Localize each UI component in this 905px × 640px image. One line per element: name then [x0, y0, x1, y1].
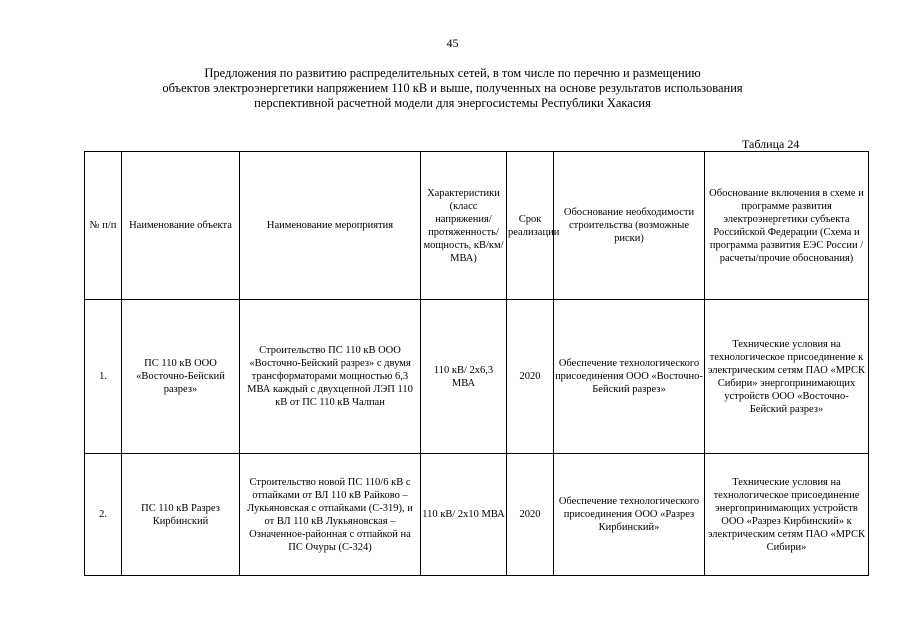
table-header-row — [85, 152, 869, 300]
cell-measure: Строительство ПС 110 кВ ООО «Восточно-Бейский разрез» с двумя трансформаторами мощностью 6,3 МВА каждый с двухцепной ЛЭП 110 кВ от ПС 110 кВ Чалпан — [240, 300, 421, 454]
cell-inclusion: Технические условия на технологическое присоединение энергопринимающих устройств ООО «Разрез Кирбинский» к электрическим сетям ПАО «МРСК Сибири» — [705, 454, 869, 576]
cell-term: 2020 — [507, 300, 554, 454]
cell-inclusion: Технические условия на технологическое присоединение к электрическим сетям ПАО «МРСК Сибири» энергопринимающих устройств ООО «Восточно-Бейский разрез» — [705, 300, 869, 454]
table-caption: Таблица 24 — [742, 137, 800, 151]
cell-num: 2. — [85, 454, 122, 576]
header-necessity: Обоснование необходимости строительства (возможные риски) — [554, 152, 705, 300]
cell-object: ПС 110 кВ ООО «Восточно-Бейский разрез» — [122, 300, 240, 454]
header-num: № п/п — [85, 152, 122, 300]
proposals-table — [84, 151, 869, 576]
title-line-3: перспективной расчетной модели для энергосистемы Республики Хакасия — [254, 96, 651, 110]
table-row — [85, 300, 869, 454]
cell-characteristics: 110 кВ/ 2х6,3 МВА — [421, 300, 507, 454]
cell-necessity: Обеспечение технологического присоединения ООО «Восточно-Бейский разрез» — [554, 300, 705, 454]
table-row — [85, 454, 869, 576]
document-title — [60, 66, 845, 111]
cell-measure: Строительство новой ПС 110/6 кВ с отпайками от ВЛ 110 кВ Райково – Лукьяновская с отпайками (С-319), и от ВЛ 110 кВ Лукьяновская – Означенное-районная с отпайкой на ПС Очуры (С-324) — [240, 454, 421, 576]
header-measure: Наименование мероприятия — [240, 152, 421, 300]
title-line-2: объектов электроэнергетики напряжением 110 кВ и выше, полученных на основе результатов использования — [162, 81, 743, 95]
cell-characteristics: 110 кВ/ 2х10 МВА — [421, 454, 507, 576]
title-line-1: Предложения по развитию распределительных сетей, в том числе по перечню и размещению — [204, 66, 701, 80]
header-object: Наименование объекта — [122, 152, 240, 300]
page-number: 45 — [446, 36, 459, 50]
header-term: Срок реализации — [507, 152, 554, 300]
header-characteristics: Характеристики (класс напряжения/ протяженность/ мощность, кВ/км/МВА) — [421, 152, 507, 300]
cell-num: 1. — [85, 300, 122, 454]
cell-object: ПС 110 кВ Разрез Кирбинский — [122, 454, 240, 576]
cell-necessity: Обеспечение технологического присоединения ООО «Разрез Кирбинский» — [554, 454, 705, 576]
cell-term: 2020 — [507, 454, 554, 576]
header-inclusion: Обоснование включения в схеме и программе развития электроэнергетики субъекта Российской Федерации (Схема и программа развития ЕЭС России /расчеты/прочие обоснования) — [705, 152, 869, 300]
